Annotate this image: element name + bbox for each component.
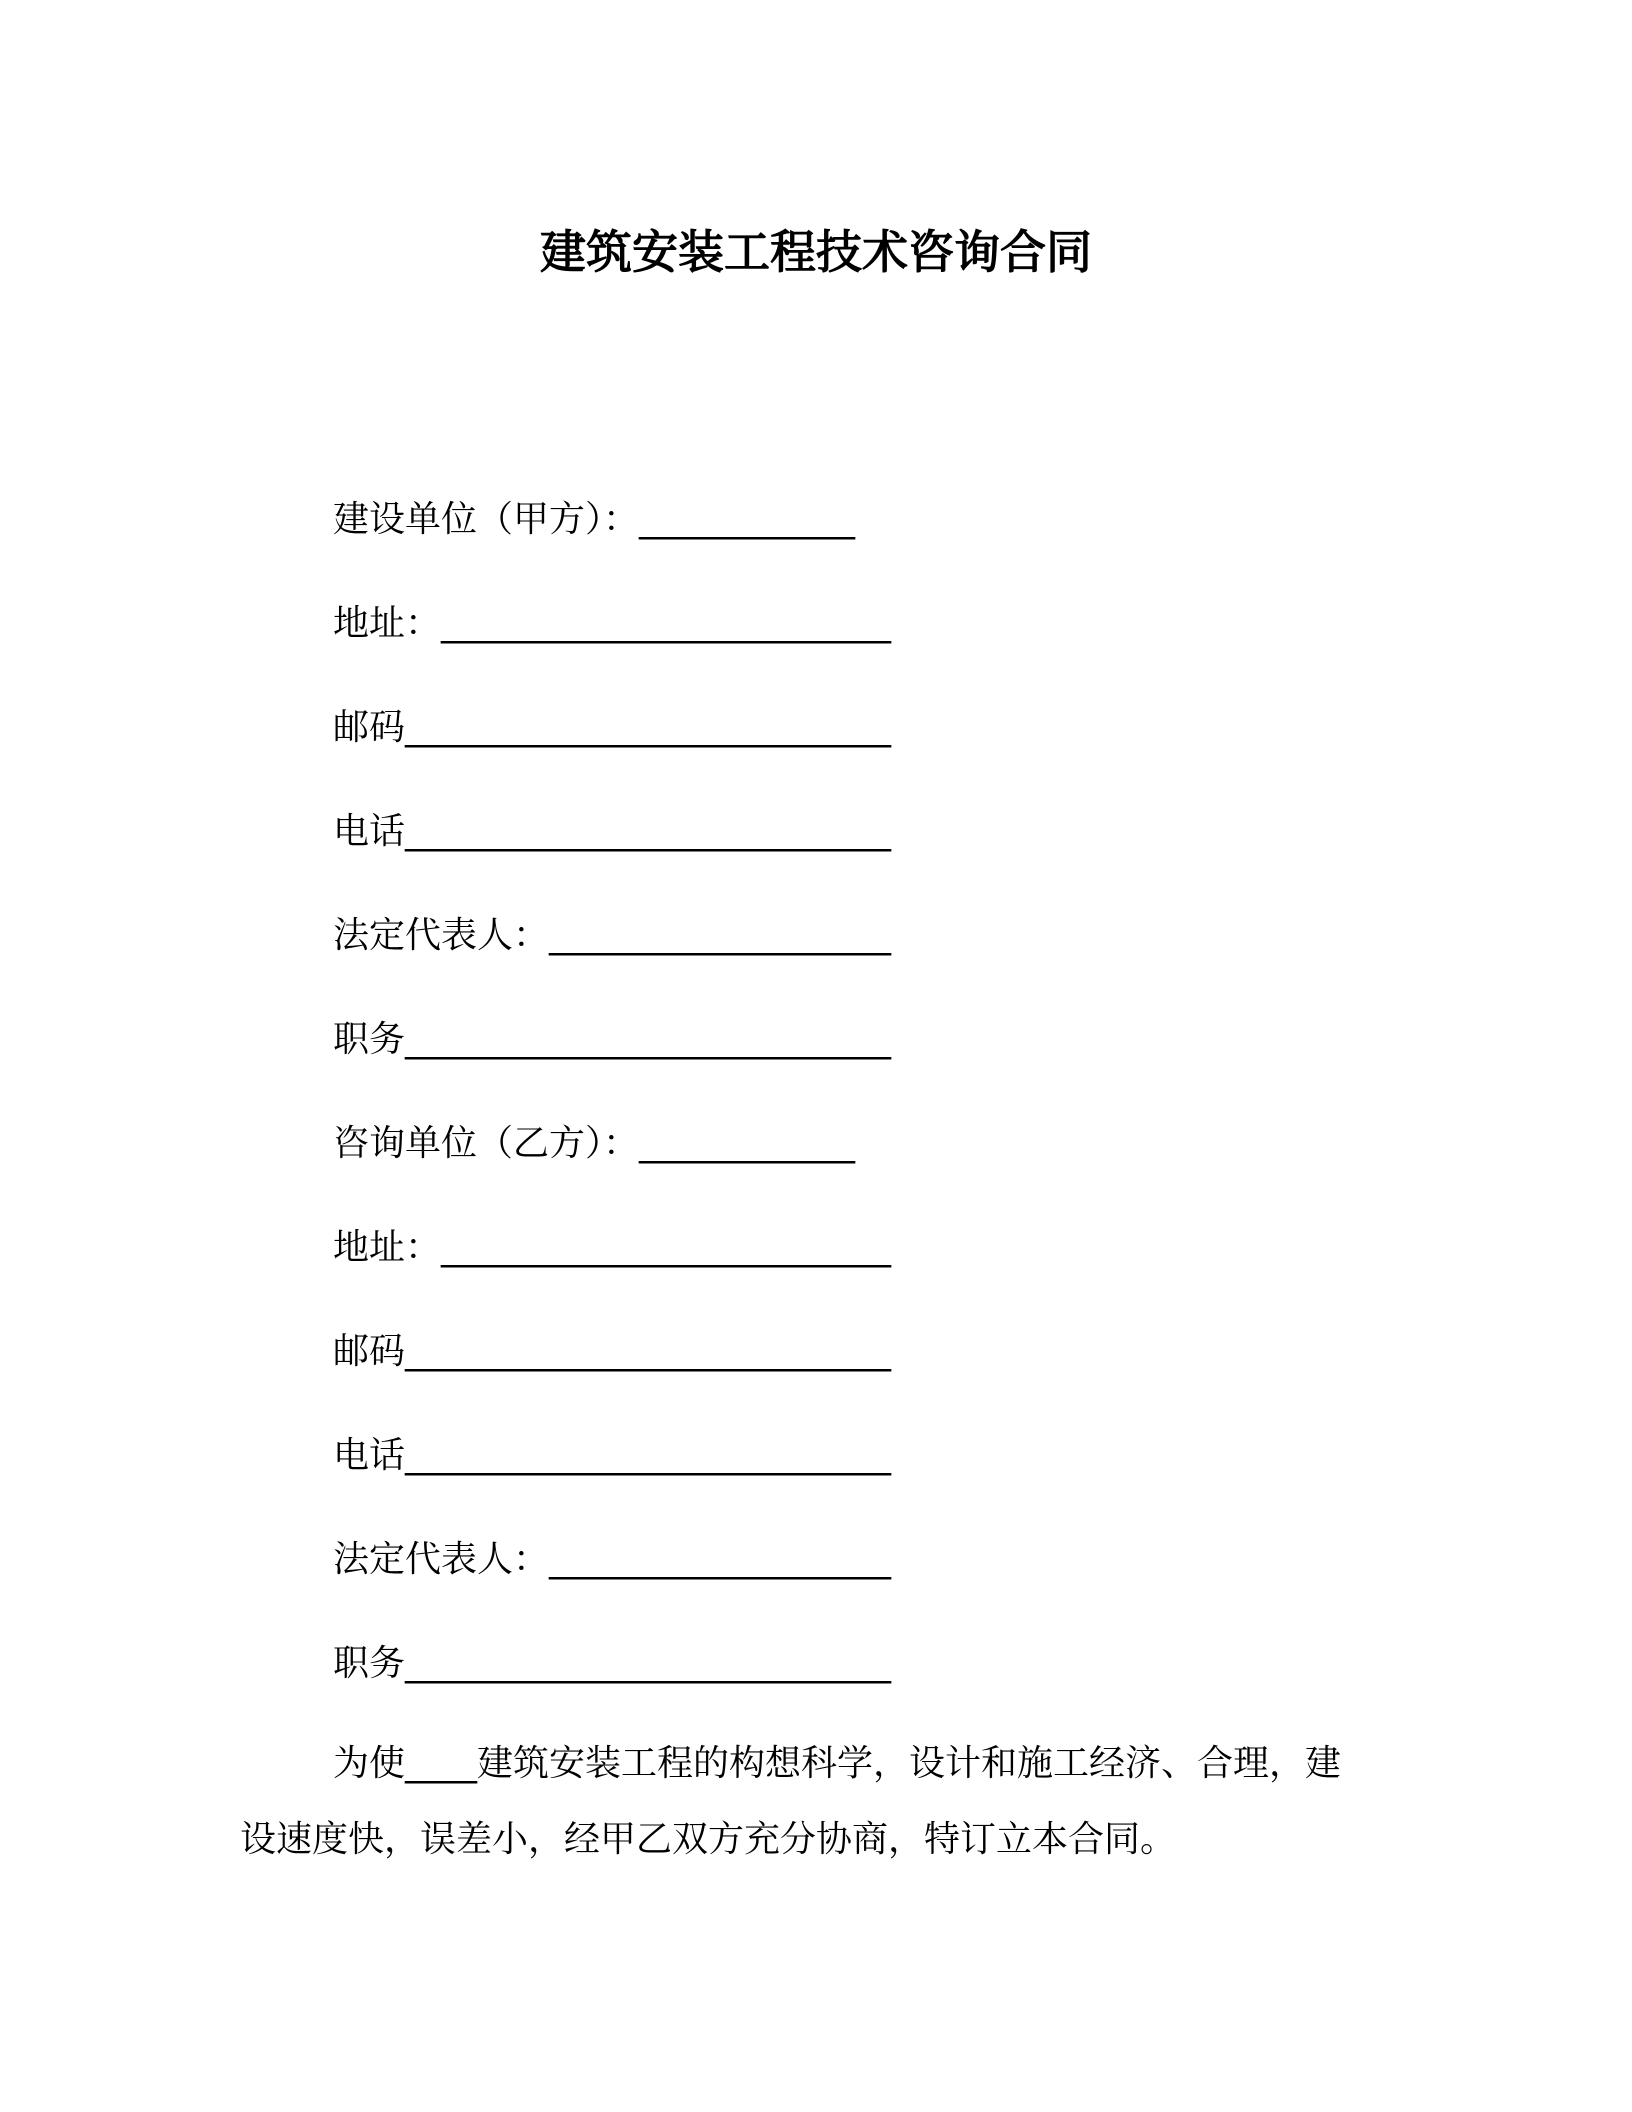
party-a-unit-blank: ____________ <box>639 499 856 540</box>
party-a-position-field <box>333 1010 1433 1114</box>
party-b-unit-field <box>333 1114 1433 1218</box>
party-a-phone-blank: ___________________________ <box>405 811 892 852</box>
party-a-address-field <box>333 594 1433 698</box>
preamble-paragraph <box>240 1726 1390 1878</box>
preamble-line-2: 设速度快，误差小，经甲乙双方充分协商，特订立本合同。 <box>240 1819 1177 1860</box>
party-a-postcode-field <box>333 698 1433 802</box>
party-b-legal-rep-blank: ___________________ <box>549 1539 892 1580</box>
preamble-line-1: 为使____建筑安装工程的构想科学，设计和施工经济、合理，建 <box>333 1743 1342 1784</box>
party-b-address-field <box>333 1218 1433 1322</box>
party-b-phone-blank: ___________________________ <box>405 1435 892 1476</box>
party-b-position-label: 职务 <box>333 1643 406 1684</box>
party-b-postcode-blank: ___________________________ <box>405 1331 892 1372</box>
party-b-legal-rep-field <box>333 1530 1433 1634</box>
party-a-address-blank: _________________________ <box>441 603 892 644</box>
party-b-position-field <box>333 1634 1433 1738</box>
party-b-postcode-label: 邮码 <box>333 1331 406 1372</box>
party-a-legal-rep-label: 法定代表人： <box>333 915 550 956</box>
party-b-postcode-field <box>333 1322 1433 1426</box>
party-b-phone-label: 电话 <box>333 1435 406 1476</box>
party-a-unit-label: 建设单位（甲方）： <box>333 499 640 540</box>
party-a-position-label: 职务 <box>333 1019 406 1060</box>
party-a-postcode-label: 邮码 <box>333 707 406 748</box>
party-b-address-blank: _________________________ <box>441 1227 892 1268</box>
party-b-position-blank: ___________________________ <box>405 1643 892 1684</box>
party-b-phone-field <box>333 1426 1433 1530</box>
party-a-unit-field <box>333 490 1433 594</box>
party-a-phone-label: 电话 <box>333 811 406 852</box>
document-title: 建筑安装工程技术咨询合同 <box>540 225 1092 279</box>
party-a-position-blank: ___________________________ <box>405 1019 892 1060</box>
party-b-unit-blank: ____________ <box>639 1123 856 1164</box>
party-a-phone-field <box>333 802 1433 906</box>
party-a-legal-rep-blank: ___________________ <box>549 915 892 956</box>
party-b-unit-label: 咨询单位（乙方）： <box>333 1123 640 1164</box>
party-fields <box>333 490 1433 1738</box>
party-b-address-label: 地址： <box>333 1227 442 1268</box>
party-a-address-label: 地址： <box>333 603 442 644</box>
party-b-legal-rep-label: 法定代表人： <box>333 1539 550 1580</box>
party-a-legal-rep-field <box>333 906 1433 1010</box>
party-a-postcode-blank: ___________________________ <box>405 707 892 748</box>
